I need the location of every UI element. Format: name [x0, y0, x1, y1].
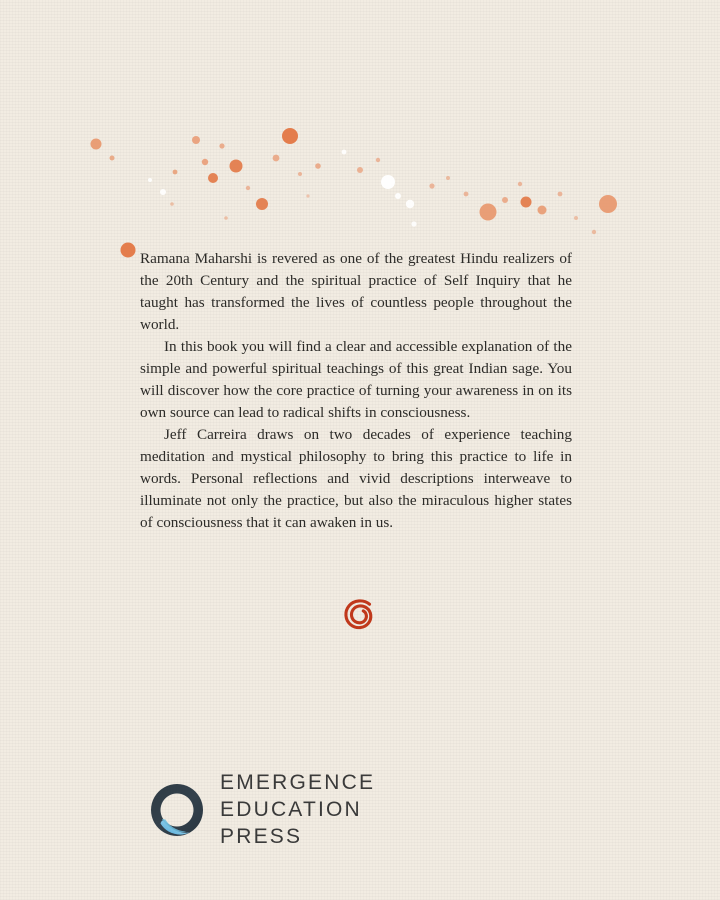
emergence-circle-logo-icon: [148, 781, 206, 839]
publisher-line-1: EMERGENCE: [220, 771, 376, 794]
spiral-ornament-icon: [333, 590, 387, 644]
blurb-paragraph-2: In this book you will find a clear and accessible explanation of the simple and powerful spiritual teachings of this great Indian sage. You will discover how the core practice of turning your awareness in on its own source can lead to radical shifts in consciousness.: [140, 338, 572, 422]
blurb-paragraph-3: Jeff Carreira draws on two decades of experience teaching meditation and mystical philosophy to bring this practice to life in words. Personal reflections and vivid descriptions interweave to illuminate not only the practice, but also the miraculous higher states of consciousness that it can awaken in us.: [140, 426, 572, 532]
back-cover-blurb: [140, 248, 572, 534]
publisher-logo: [148, 770, 375, 851]
publisher-name: [220, 770, 375, 851]
ornament-container: [0, 590, 720, 649]
paint-splatter-decoration: [0, 100, 720, 260]
publisher-line-3: PRESS: [220, 824, 303, 848]
blurb-paragraph-1: Ramana Maharshi is revered as one of the greatest Hindu realizers of the 20th Century and the spiritual practice of Self Inquiry that he taught has transformed the lives of countless people throughout the world.: [140, 250, 572, 334]
publisher-line-2: EDUCATION: [220, 797, 362, 821]
